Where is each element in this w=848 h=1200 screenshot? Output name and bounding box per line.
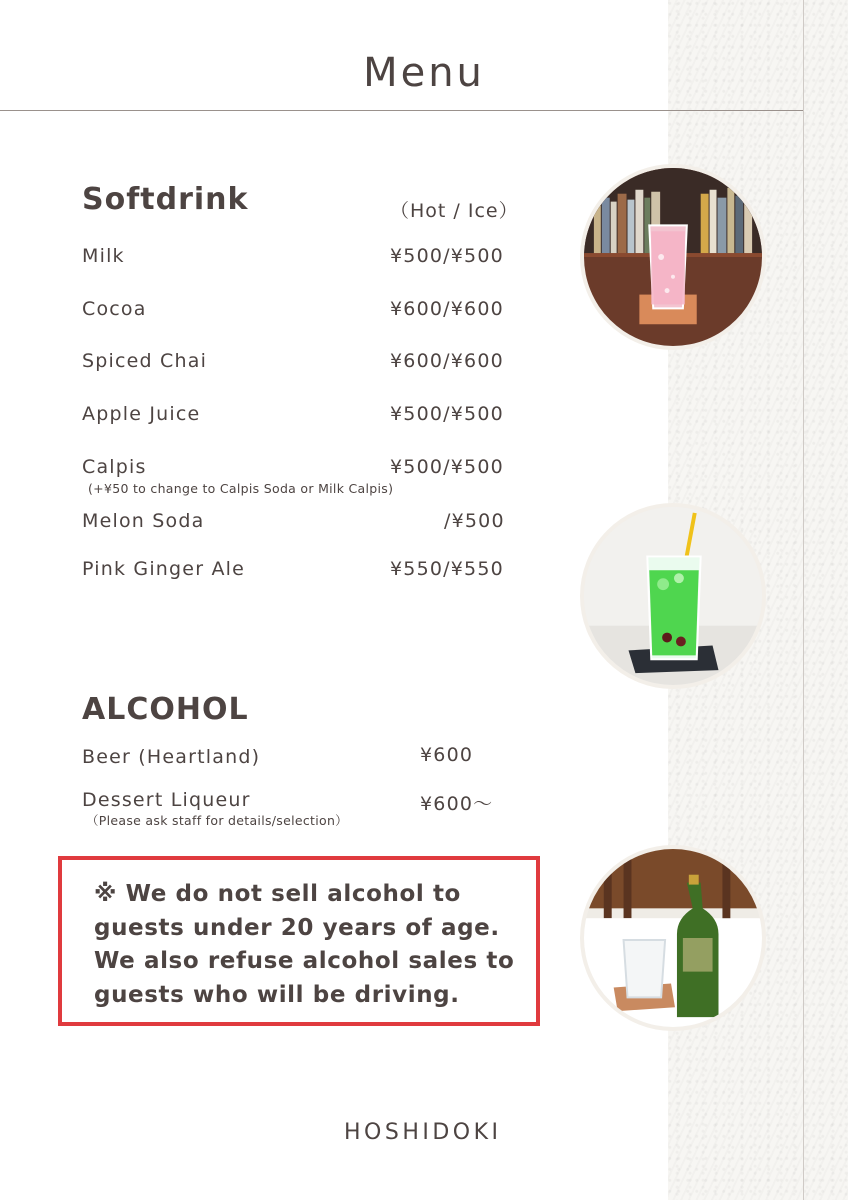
brand-name: HOSHIDOKI <box>344 1120 502 1145</box>
warning-line: guests who will be driving. <box>94 981 460 1008</box>
pink-drink-photo <box>580 164 766 350</box>
menu-item-price: ¥600/¥600 <box>390 298 504 320</box>
menu-item-price: ¥500/¥500 <box>390 403 504 425</box>
warning-line: ※ We do not sell alcohol to <box>94 881 461 907</box>
menu-item-price: /¥500 <box>444 510 505 532</box>
hot-ice-label: （Hot / Ice） <box>390 200 519 222</box>
menu-item-price: ¥600/¥600 <box>390 350 504 372</box>
melon-soda-photo <box>580 503 766 689</box>
alcohol-heading: ALCOHOL <box>82 692 249 727</box>
menu-item-name: Beer (Heartland) <box>82 746 261 768</box>
menu-item-name: Melon Soda <box>82 510 205 532</box>
warning-line: We also refuse alcohol sales to <box>94 948 515 974</box>
menu-item-note: (+¥50 to change to Calpis Soda or Milk Calpis) <box>88 481 394 496</box>
softdrink-heading: Softdrink <box>82 182 249 217</box>
page-title: Menu <box>363 50 485 96</box>
menu-item-price: ¥550/¥550 <box>390 558 504 580</box>
beer-photo <box>580 845 766 1031</box>
menu-item-price: ¥500/¥500 <box>390 245 504 267</box>
menu-item-name: Dessert Liqueur <box>82 789 251 811</box>
menu-item-name: Milk <box>82 245 125 267</box>
vertical-divider <box>803 0 804 1200</box>
menu-item-name: Apple Juice <box>82 403 201 425</box>
warning-line: guests under 20 years of age. <box>94 914 500 941</box>
menu-item-name: Cocoa <box>82 298 147 320</box>
alcohol-warning-box <box>58 856 540 1026</box>
menu-item-name: Calpis <box>82 456 147 478</box>
menu-item-price: ¥600～ <box>420 793 494 815</box>
menu-item-name: Spiced Chai <box>82 350 208 372</box>
header-divider <box>0 110 803 111</box>
menu-item-price: ¥600 <box>420 744 474 766</box>
menu-item-note: （Please ask staff for details/selection） <box>86 813 348 828</box>
menu-item-name: Pink Ginger Ale <box>82 558 246 580</box>
menu-item-price: ¥500/¥500 <box>390 456 504 478</box>
